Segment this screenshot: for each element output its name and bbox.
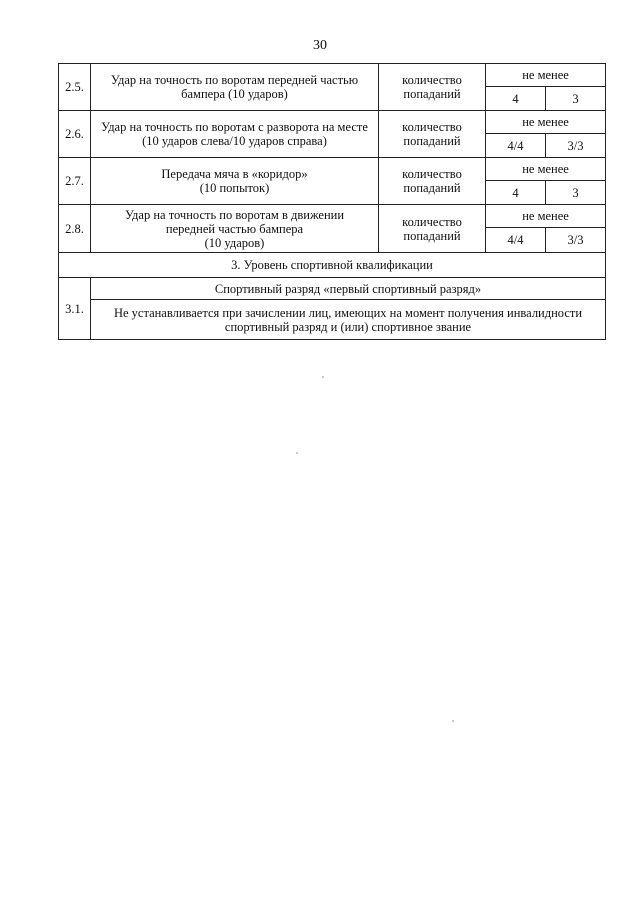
norm-value: 3/3	[546, 134, 606, 158]
norm-header: не менее	[486, 111, 606, 134]
norm-value: 4	[486, 181, 546, 205]
section-header-row	[59, 253, 606, 278]
unit: количество попаданий	[379, 111, 486, 158]
scan-speck	[322, 376, 324, 378]
norm-value: 3/3	[546, 228, 606, 253]
norm-value: 3	[546, 181, 606, 205]
row-number: 3.1.	[59, 278, 91, 340]
exercise-name: Передача мяча в «коридор» (10 попыток)	[91, 158, 379, 205]
norm-header: не менее	[486, 205, 606, 228]
exercise-name: Удар на точность по воротам с разворота на месте (10 ударов слева/10 ударов справа)	[91, 111, 379, 158]
table-row	[59, 205, 606, 228]
table-row	[59, 64, 606, 87]
table-row	[59, 158, 606, 181]
exercise-name: Удар на точность по воротам передней частью бампера (10 ударов)	[91, 64, 379, 111]
row-number: 2.8.	[59, 205, 91, 253]
section-title: 3. Уровень спортивной квалификации	[59, 253, 606, 278]
exercise-name: Удар на точность по воротам в движении передней частью бампера (10 ударов)	[91, 205, 379, 253]
norm-header: не менее	[486, 158, 606, 181]
table-row	[59, 300, 606, 340]
unit: количество попаданий	[379, 158, 486, 205]
scan-speck	[296, 452, 298, 454]
rank-note: Не устанавливается при зачислении лиц, имеющих на момент получения инвалидности спортивный разряд и (или) спортивное звание	[91, 300, 606, 340]
norm-header: не менее	[486, 64, 606, 87]
sport-rank: Спортивный разряд «первый спортивный разряд»	[91, 278, 606, 300]
unit: количество попаданий	[379, 64, 486, 111]
norm-value: 4	[486, 87, 546, 111]
norm-value: 3	[546, 87, 606, 111]
norm-value: 4/4	[486, 228, 546, 253]
requirements-table	[58, 63, 606, 340]
row-number: 2.6.	[59, 111, 91, 158]
row-number: 2.7.	[59, 158, 91, 205]
scan-speck	[452, 720, 454, 722]
unit: количество попаданий	[379, 205, 486, 253]
norm-value: 4/4	[486, 134, 546, 158]
table-row	[59, 278, 606, 300]
page-number: 30	[313, 38, 327, 53]
table-row	[59, 111, 606, 134]
row-number: 2.5.	[59, 64, 91, 111]
